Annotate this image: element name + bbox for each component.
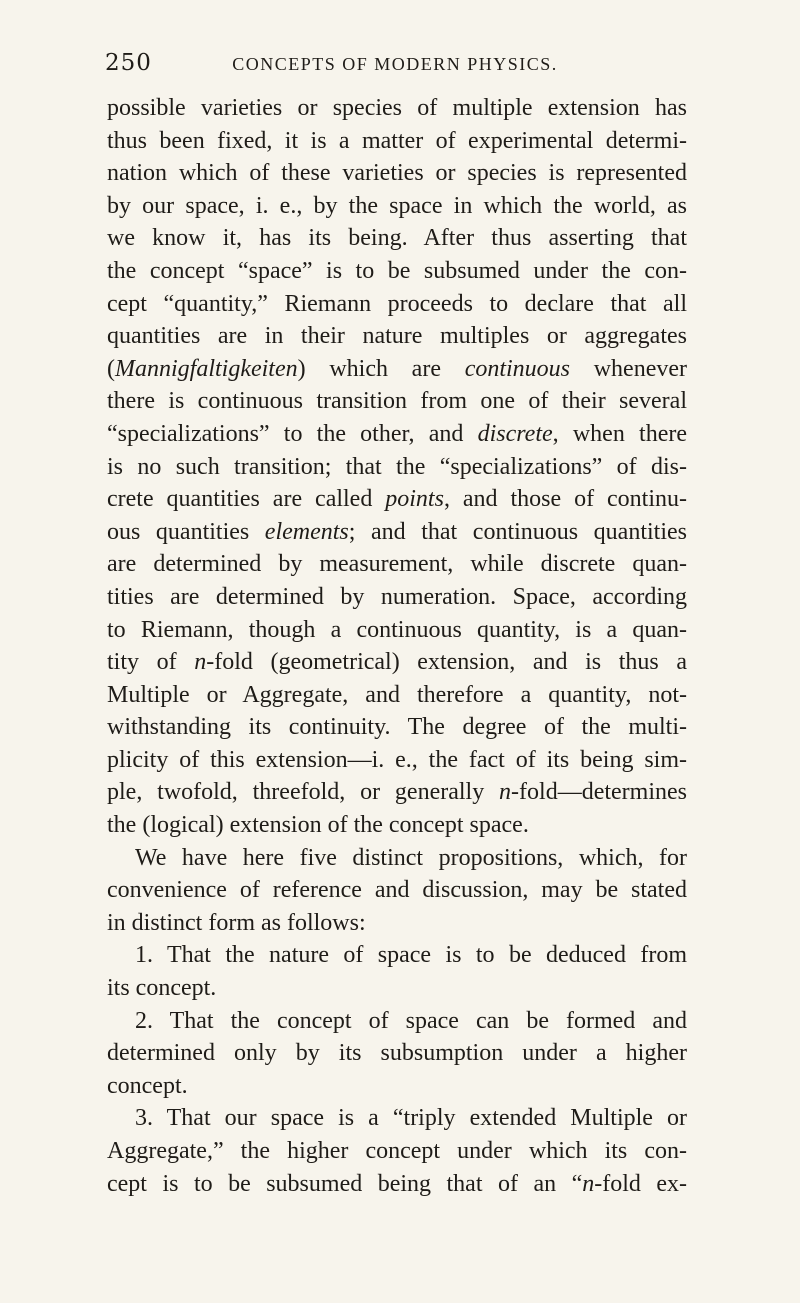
text-line: ous quantities elements; and that continuous quantities bbox=[107, 518, 687, 545]
text-line: tities are determined by numeration. Space, according bbox=[107, 583, 687, 610]
text-line: Aggregate,” the higher concept under which its con- bbox=[107, 1138, 687, 1164]
text-line: plicity of this extension—i. e., the fact of its being sim- bbox=[107, 746, 687, 773]
text-line: “specializations” to the other, and discrete, when there bbox=[107, 420, 687, 447]
text-line: are determined by measurement, while discrete quan- bbox=[107, 551, 687, 578]
text-line: (Mannigfaltigkeiten) which are continuous whenever bbox=[107, 355, 687, 382]
body-text bbox=[107, 92, 687, 1200]
text-line: is no such transition; that the “specializations” of dis- bbox=[107, 453, 687, 480]
text-line: thus been fixed, it is a matter of experimental determi- bbox=[107, 127, 687, 154]
text-line: tity of n-fold (geometrical) extension, and is thus a bbox=[107, 649, 687, 676]
text-line: we know it, has its being. After thus asserting that bbox=[107, 225, 687, 252]
text-line: to Riemann, though a continuous quantity, is a quan- bbox=[107, 616, 687, 643]
list-item: 2. That the concept of space can be formed and bbox=[135, 1007, 687, 1034]
text-line: concept. bbox=[107, 1072, 188, 1099]
text-line: its concept. bbox=[107, 975, 217, 1002]
page-header bbox=[105, 50, 685, 84]
text-line: crete quantities are called points, and those of continu- bbox=[107, 486, 687, 513]
list-item: 1. That the nature of space is to be deduced from bbox=[135, 942, 687, 969]
list-item: 3. That our space is a “triply extended Multiple or bbox=[135, 1105, 687, 1132]
text-line: cept “quantity,” Riemann proceeds to declare that all bbox=[107, 290, 687, 317]
text-line: the concept “space” is to be subsumed under the con- bbox=[107, 257, 687, 284]
running-head: CONCEPTS OF MODERN PHYSICS. bbox=[232, 54, 558, 74]
text-line: the (logical) extension of the concept space. bbox=[107, 812, 529, 839]
text-line: withstanding its continuity. The degree of the multi- bbox=[107, 714, 687, 741]
text-line: nation which of these varieties or species is represented bbox=[107, 160, 687, 187]
text-line: in distinct form as follows: bbox=[107, 909, 366, 936]
text-line: We have here five distinct propositions, which, for bbox=[135, 844, 687, 871]
text-line: possible varieties or species of multiple extension has bbox=[107, 95, 687, 121]
text-line: cept is to be subsumed being that of an “n-fold ex- bbox=[107, 1170, 688, 1197]
text-line: by our space, i. e., by the space in which the world, as bbox=[107, 192, 687, 219]
text-line: convenience of reference and discussion, may be stated bbox=[107, 877, 687, 904]
text-line: ple, twofold, threefold, or generally n-fold—determines bbox=[107, 779, 687, 806]
text-line: Multiple or Aggregate, and therefore a quantity, not- bbox=[107, 681, 687, 708]
text-line: determined only by its subsumption under a higher bbox=[107, 1040, 687, 1067]
page-number: 250 bbox=[105, 50, 152, 76]
text-line: quantities are in their nature multiples or aggregates bbox=[107, 323, 687, 350]
text-line: there is continuous transition from one of their several bbox=[107, 388, 687, 415]
